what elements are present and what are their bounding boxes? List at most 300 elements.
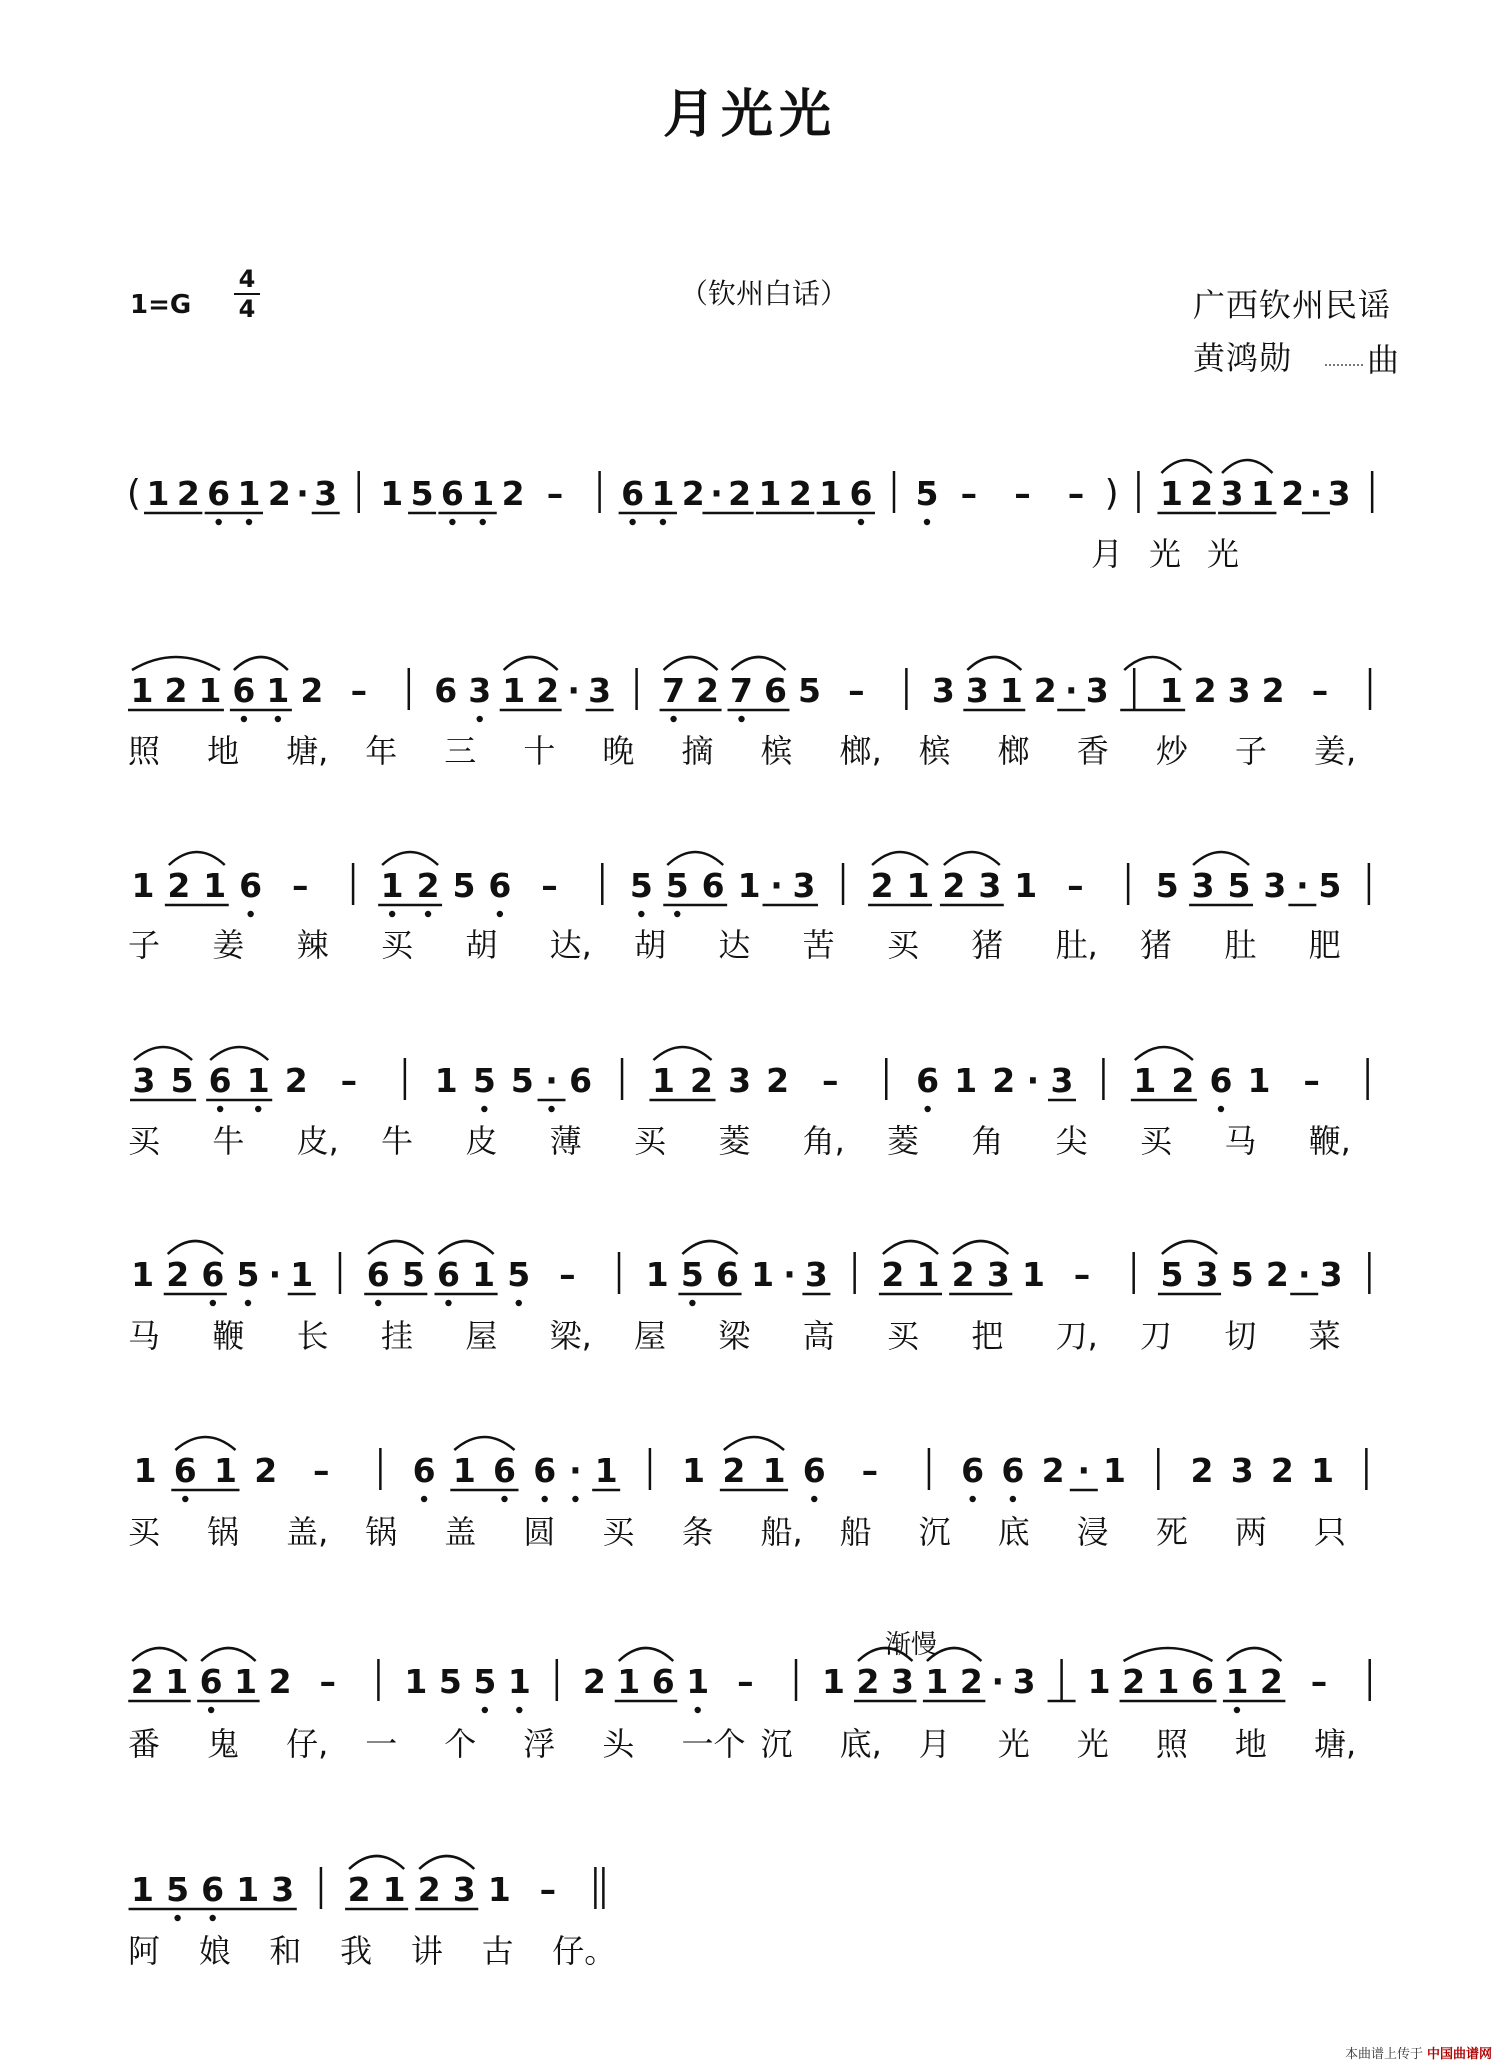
dot-mark: · xyxy=(991,1662,1005,1701)
lyric-syllable: 买 xyxy=(1140,1122,1173,1160)
lyric-syllable: 买 xyxy=(381,926,414,964)
lyric-syllable: 底, xyxy=(839,1725,882,1763)
note: 2 xyxy=(728,474,752,513)
lyric-syllable: 高 xyxy=(802,1317,835,1355)
lyric-syllable: 照 xyxy=(1155,1725,1188,1763)
dash-sustain: – xyxy=(861,1451,879,1490)
lyric-syllable: 盖 xyxy=(444,1513,477,1551)
lyric-syllable: 晚 xyxy=(602,732,635,770)
dot-mark: · xyxy=(1296,866,1309,905)
note: 1 xyxy=(237,474,261,513)
note: 6 xyxy=(701,866,725,905)
note: 6 xyxy=(207,474,231,513)
note: 1 xyxy=(290,1255,314,1294)
note: 3 xyxy=(1195,1255,1219,1294)
note: 1 xyxy=(1250,474,1274,513)
lyric-syllable: 锅 xyxy=(207,1513,240,1551)
note: 6 xyxy=(173,1451,197,1490)
note: 2 xyxy=(267,474,291,513)
note: 1 xyxy=(471,474,495,513)
note: 6 xyxy=(208,1061,232,1100)
octave-low-dot xyxy=(445,1300,451,1306)
lyric-syllable: 槟 xyxy=(918,732,951,770)
note: 1 xyxy=(1103,1451,1127,1490)
lyric-syllable: 买 xyxy=(128,1513,161,1551)
note: 2 xyxy=(167,866,191,905)
note: 6 xyxy=(849,474,873,513)
note: 6 xyxy=(232,671,256,710)
note: 3 xyxy=(792,866,816,905)
note: 1 xyxy=(234,1662,258,1701)
lyric-syllable: 买 xyxy=(634,1122,667,1160)
note: 2 xyxy=(681,474,705,513)
note: 6 xyxy=(961,1451,985,1490)
note: 3 xyxy=(1227,671,1251,710)
note: 3 xyxy=(1327,474,1351,513)
octave-low-dot xyxy=(738,716,744,722)
slur-arc xyxy=(872,852,928,865)
dash-sustain: – xyxy=(313,1451,330,1490)
lyric-syllable: 锅 xyxy=(365,1513,398,1551)
note: 2 xyxy=(176,474,200,513)
lyric-syllable: 牛 xyxy=(381,1122,414,1160)
lyric-syllable: 年 xyxy=(365,732,398,770)
origin-credit: 广西钦州民谣 xyxy=(1193,286,1392,324)
note: 6 xyxy=(434,671,458,710)
note: 2 xyxy=(1270,1451,1294,1490)
lyric-syllable: 沉 xyxy=(760,1725,793,1763)
lyric-syllable: 地 xyxy=(1234,1725,1267,1763)
lyric-syllable: 猪 xyxy=(1140,926,1173,964)
note: 1 xyxy=(472,1255,496,1294)
note: 2 xyxy=(1122,1662,1146,1701)
note: 6 xyxy=(199,1662,223,1701)
slur-arc xyxy=(382,852,438,865)
slur-arc xyxy=(210,1047,268,1060)
note: 3 xyxy=(1319,1255,1343,1294)
dot-mark: · xyxy=(770,866,783,905)
note: 1 xyxy=(1159,671,1183,710)
note: 5 xyxy=(510,1061,534,1100)
slur-arc xyxy=(858,1648,912,1661)
lyric-syllable: 姜 xyxy=(212,926,245,964)
dash-sustain: – xyxy=(546,474,564,513)
song-title: 月光光 xyxy=(662,84,837,145)
lyric-syllable: 切 xyxy=(1224,1317,1257,1355)
lyric-syllable: 只 xyxy=(1313,1513,1346,1551)
note: 6 xyxy=(201,1870,225,1909)
note: 2 xyxy=(268,1662,292,1701)
lyric-syllable: 达 xyxy=(718,926,751,964)
lyric-syllable: 三 xyxy=(444,732,477,770)
slur-arc xyxy=(169,852,225,865)
lyric-syllable: 光 xyxy=(1207,535,1240,573)
dash-sustain: – xyxy=(559,1255,576,1294)
note: 2 xyxy=(347,1870,371,1909)
lyric-syllable: 刀, xyxy=(1055,1317,1098,1355)
slur-arc xyxy=(1222,460,1272,473)
lyric-syllable: 辣 xyxy=(296,926,329,964)
lyric-syllable: 榔 xyxy=(997,732,1030,770)
dash-sustain: – xyxy=(1067,866,1084,905)
dash-sustain: – xyxy=(737,1662,754,1701)
note: 2 xyxy=(166,1255,190,1294)
dash-sustain: – xyxy=(292,866,309,905)
lyric-syllable: 光 xyxy=(997,1725,1030,1763)
note: 2 xyxy=(1033,671,1057,710)
note: 3 xyxy=(931,671,955,710)
lyric-syllable: 马 xyxy=(1224,1122,1257,1160)
note: 3 xyxy=(1050,1061,1074,1100)
octave-low-dot xyxy=(210,1300,216,1306)
note: 1 xyxy=(1156,1662,1180,1701)
note: 5 xyxy=(507,1255,531,1294)
slur-arc xyxy=(667,852,723,865)
dash-sustain: – xyxy=(1014,474,1031,513)
note: 6 xyxy=(764,671,787,710)
note: 1 xyxy=(507,1662,531,1701)
note: 1 xyxy=(487,1870,511,1909)
dialect-note: （钦州白话） xyxy=(680,277,849,310)
octave-low-dot xyxy=(501,1496,507,1502)
octave-low-dot xyxy=(1218,1106,1224,1112)
note: 2 xyxy=(1265,1255,1289,1294)
dash-sustain: – xyxy=(1303,1061,1320,1100)
lyric-syllable: 买 xyxy=(602,1513,635,1551)
note: 6 xyxy=(366,1255,390,1294)
note: 2 xyxy=(766,1061,790,1100)
note: 3 xyxy=(1085,671,1109,710)
dot-mark: · xyxy=(567,671,580,710)
note: 3 xyxy=(132,1061,156,1100)
note: 2 xyxy=(130,1662,154,1701)
note: 2 xyxy=(1190,1451,1214,1490)
note: 6 xyxy=(1209,1061,1233,1100)
dot-mark: · xyxy=(545,1061,558,1100)
lyric-syllable: 买 xyxy=(887,926,920,964)
note: 2 xyxy=(416,866,440,905)
note: 2 xyxy=(951,1255,975,1294)
octave-low-dot xyxy=(694,1707,700,1713)
note: 3 xyxy=(1263,866,1287,905)
slur-arc xyxy=(349,1856,404,1869)
lyric-syllable: 我 xyxy=(340,1932,373,1970)
octave-low-dot xyxy=(246,519,252,525)
lyric-syllable: 肚 xyxy=(1224,926,1257,964)
note: 5 xyxy=(401,1255,425,1294)
dot-mark: · xyxy=(268,1255,282,1294)
slur-arc xyxy=(419,1856,474,1869)
note: 1 xyxy=(380,866,404,905)
note: 2 xyxy=(1171,1061,1195,1100)
note: 1 xyxy=(266,671,290,710)
note: 1 xyxy=(434,1061,458,1100)
lyric-syllable: 浸 xyxy=(1076,1513,1109,1551)
note: 1 xyxy=(1014,866,1038,905)
lyric-syllable: 子 xyxy=(1234,732,1267,770)
lyric-syllable: 菱 xyxy=(887,1122,920,1160)
lyric-syllable: 买 xyxy=(128,1122,161,1160)
octave-low-dot xyxy=(255,1106,261,1112)
slur-arc xyxy=(1193,852,1249,865)
lyric-syllable: 个 xyxy=(444,1725,477,1763)
lyric-syllable: 月 xyxy=(1091,535,1124,573)
lyric-syllable: 槟 xyxy=(760,732,793,770)
note: 3 xyxy=(1230,1451,1254,1490)
lyric-syllable: 皮, xyxy=(296,1122,339,1160)
note: 3 xyxy=(468,671,492,710)
note: 1 xyxy=(502,671,526,710)
lyric-syllable: 塘, xyxy=(1313,1725,1357,1763)
octave-low-dot xyxy=(425,911,431,917)
note: 3 xyxy=(978,866,1002,905)
note: 5 xyxy=(410,474,434,513)
slur-arc xyxy=(724,1437,784,1450)
lyric-syllable: 榔, xyxy=(839,732,882,770)
note: 5 xyxy=(1230,1255,1254,1294)
slur-arc xyxy=(1161,460,1211,473)
dash-sustain: – xyxy=(1067,474,1085,513)
lyric-syllable: 仔。 xyxy=(552,1932,617,1970)
octave-low-dot xyxy=(670,716,676,722)
composer-role: 曲 xyxy=(1367,341,1400,379)
note: 1 xyxy=(130,671,154,710)
octave-low-dot xyxy=(482,1707,488,1713)
slur-arc xyxy=(967,657,1021,670)
note: 1 xyxy=(236,1870,260,1909)
note: 6 xyxy=(533,1451,557,1490)
lyric-syllable: 肚, xyxy=(1055,926,1098,964)
dash-sustain: – xyxy=(541,866,558,905)
octave-low-dot xyxy=(858,519,864,525)
composer-credit: 黄鸿勋 xyxy=(1193,339,1293,377)
note: 6 xyxy=(440,474,464,513)
octave-low-dot xyxy=(174,1915,180,1921)
octave-low-dot xyxy=(629,519,635,525)
note: 1 xyxy=(737,866,761,905)
slur-arc xyxy=(201,1648,255,1661)
lyric-syllable: 讲 xyxy=(410,1932,443,1970)
slur-arc xyxy=(944,852,1000,865)
slur-arc xyxy=(653,1047,711,1060)
note: 3 xyxy=(314,474,338,513)
note: 2 xyxy=(254,1451,278,1490)
note: 1 xyxy=(819,474,843,513)
note: 6 xyxy=(1190,1662,1214,1701)
note: 3 xyxy=(588,671,612,710)
note: 5 xyxy=(170,1061,194,1100)
octave-low-dot xyxy=(516,1300,522,1306)
dash-sustain: – xyxy=(1311,671,1329,710)
note: 2 xyxy=(1281,474,1305,513)
note: 1 xyxy=(594,1451,618,1490)
note: 6 xyxy=(201,1255,225,1294)
lyric-syllable: 角, xyxy=(802,1122,845,1160)
note: 2 xyxy=(992,1061,1016,1100)
dash-sustain: – xyxy=(848,671,865,710)
lyric-syllable: 胡 xyxy=(634,926,667,964)
note: 7 xyxy=(730,671,753,710)
note: 1 xyxy=(1247,1061,1271,1100)
note: 1 xyxy=(382,1870,406,1909)
lyric-syllable: 月 xyxy=(918,1725,951,1763)
note: 1 xyxy=(198,671,222,710)
slur-arc xyxy=(1135,1047,1193,1060)
lyric-syllable: 浮 xyxy=(523,1725,556,1763)
parenthesis: ) xyxy=(1104,473,1119,514)
octave-low-dot xyxy=(660,519,666,525)
lyric-syllable: 鬼 xyxy=(207,1725,240,1763)
note: 2 xyxy=(1259,1662,1283,1701)
footer-text: 本曲谱上传于 xyxy=(1344,2047,1423,2062)
note: 5 xyxy=(1155,866,1179,905)
note: 2 xyxy=(696,671,720,710)
octave-low-dot xyxy=(969,1496,975,1502)
lyric-syllable: 梁 xyxy=(718,1317,751,1355)
dot-mark: · xyxy=(783,1255,796,1294)
note: 1 xyxy=(1133,1061,1157,1100)
lyric-syllable: 一 xyxy=(365,1725,398,1763)
note: 5 xyxy=(236,1255,260,1294)
note: 2 xyxy=(881,1255,905,1294)
octave-low-dot xyxy=(497,911,503,917)
note: 1 xyxy=(999,671,1023,710)
lyric-syllable: 光 xyxy=(1076,1725,1109,1763)
lyric-syllable: 船, xyxy=(760,1513,803,1551)
tempo-marking: 渐慢 xyxy=(885,1630,938,1660)
lyric-syllable: 鞭, xyxy=(1308,1122,1351,1160)
note: 2 xyxy=(942,866,966,905)
lyric-syllable: 光 xyxy=(1149,535,1182,573)
octave-low-dot xyxy=(924,1106,930,1112)
note: 6 xyxy=(1001,1451,1025,1490)
octave-low-dot xyxy=(247,911,253,917)
note: 2 xyxy=(536,671,560,710)
lyric-syllable: 挂 xyxy=(381,1317,414,1355)
slur-arc xyxy=(438,1241,493,1254)
dash-sustain: – xyxy=(1310,1662,1328,1701)
lyric-syllable: 炒 xyxy=(1155,732,1188,770)
dot-mark: · xyxy=(569,1451,582,1490)
dot-mark: · xyxy=(1309,474,1323,513)
lyric-syllable: 胡 xyxy=(465,926,498,964)
slur-arc xyxy=(1227,1648,1281,1661)
lyric-syllable: 和 xyxy=(269,1932,302,1970)
note: 2 xyxy=(1261,671,1285,710)
note: 5 xyxy=(797,671,821,710)
octave-low-dot xyxy=(208,1707,214,1713)
dash-sustain: – xyxy=(350,671,368,710)
note: 2 xyxy=(690,1061,714,1100)
dash-sustain: – xyxy=(340,1061,358,1100)
slur-arc xyxy=(132,1648,186,1661)
lyric-syllable: 底 xyxy=(997,1513,1030,1551)
octave-low-dot xyxy=(182,1496,188,1502)
lyric-syllable: 姜, xyxy=(1313,732,1357,770)
note: 2 xyxy=(501,474,525,513)
note: 1 xyxy=(1225,1662,1249,1701)
octave-low-dot xyxy=(811,1496,817,1502)
note: 1 xyxy=(651,474,675,513)
time-signature-denominator: 4 xyxy=(238,295,256,323)
dash-sustain: – xyxy=(319,1662,336,1701)
note: 1 xyxy=(758,474,782,513)
note: 1 xyxy=(954,1061,978,1100)
note: 3 xyxy=(890,1662,914,1701)
time-signature-numerator: 4 xyxy=(238,265,256,293)
lyric-syllable: 头 xyxy=(602,1725,635,1763)
lyric-syllable: 船 xyxy=(839,1513,872,1551)
slur-arc xyxy=(175,1437,235,1450)
lyric-syllable: 牛 xyxy=(212,1122,245,1160)
note: 1 xyxy=(751,1255,775,1294)
note: 1 xyxy=(133,1451,157,1490)
note: 5 xyxy=(166,1870,190,1909)
lyric-syllable: 番 xyxy=(128,1725,161,1763)
note: 6 xyxy=(716,1255,740,1294)
note: 6 xyxy=(437,1255,460,1294)
slur-arc xyxy=(619,1648,673,1661)
note: 1 xyxy=(1087,1662,1111,1701)
note: 6 xyxy=(651,1662,675,1701)
note: 3 xyxy=(271,1870,295,1909)
octave-low-dot xyxy=(689,1300,695,1306)
lyric-syllable: 苦 xyxy=(802,926,835,964)
octave-low-dot xyxy=(674,911,680,917)
footer-site-logo: 中国曲谱网 xyxy=(1426,2047,1492,2062)
slur-arc xyxy=(132,657,220,670)
octave-low-dot xyxy=(217,1106,223,1112)
note: 3 xyxy=(1012,1662,1036,1701)
lyric-syllable: 角 xyxy=(971,1122,1004,1160)
note: 1 xyxy=(131,866,155,905)
note: 6 xyxy=(412,1451,436,1490)
note: 5 xyxy=(1160,1255,1184,1294)
note: 2 xyxy=(1041,1451,1065,1490)
slur-arc xyxy=(1124,1648,1213,1661)
slur-arc xyxy=(454,1437,514,1450)
note: 6 xyxy=(493,1451,516,1490)
note: 1 xyxy=(246,1061,270,1100)
note: 1 xyxy=(214,1451,237,1490)
note: 5 xyxy=(473,1662,497,1701)
lyric-syllable: 娘 xyxy=(198,1932,231,1970)
octave-low-dot xyxy=(1010,1496,1016,1502)
lyric-syllable: 条 xyxy=(681,1513,714,1551)
octave-low-dot xyxy=(481,1106,487,1112)
lyric-syllable: 买 xyxy=(887,1317,920,1355)
lyric-syllable: 屋 xyxy=(465,1317,498,1355)
octave-low-dot xyxy=(215,519,221,525)
lyric-syllable: 薄 xyxy=(549,1122,582,1160)
note: 3 xyxy=(1191,866,1215,905)
note: 6 xyxy=(621,474,645,513)
octave-low-dot xyxy=(1234,1707,1240,1713)
dot-mark: · xyxy=(1077,1451,1091,1490)
note: 1 xyxy=(131,1870,155,1909)
lyric-syllable: 照 xyxy=(128,732,161,770)
lyric-syllable: 一个 xyxy=(681,1725,746,1763)
lyric-syllable: 阿 xyxy=(128,1932,161,1970)
note: 1 xyxy=(203,866,227,905)
note: 3 xyxy=(804,1255,828,1294)
note: 1 xyxy=(146,474,170,513)
slur-arc xyxy=(168,1241,223,1254)
dot-mark: · xyxy=(710,474,723,513)
lyric-syllable: 仔, xyxy=(286,1725,329,1763)
dash-sustain: – xyxy=(960,474,978,513)
note: 2 xyxy=(856,1662,880,1701)
